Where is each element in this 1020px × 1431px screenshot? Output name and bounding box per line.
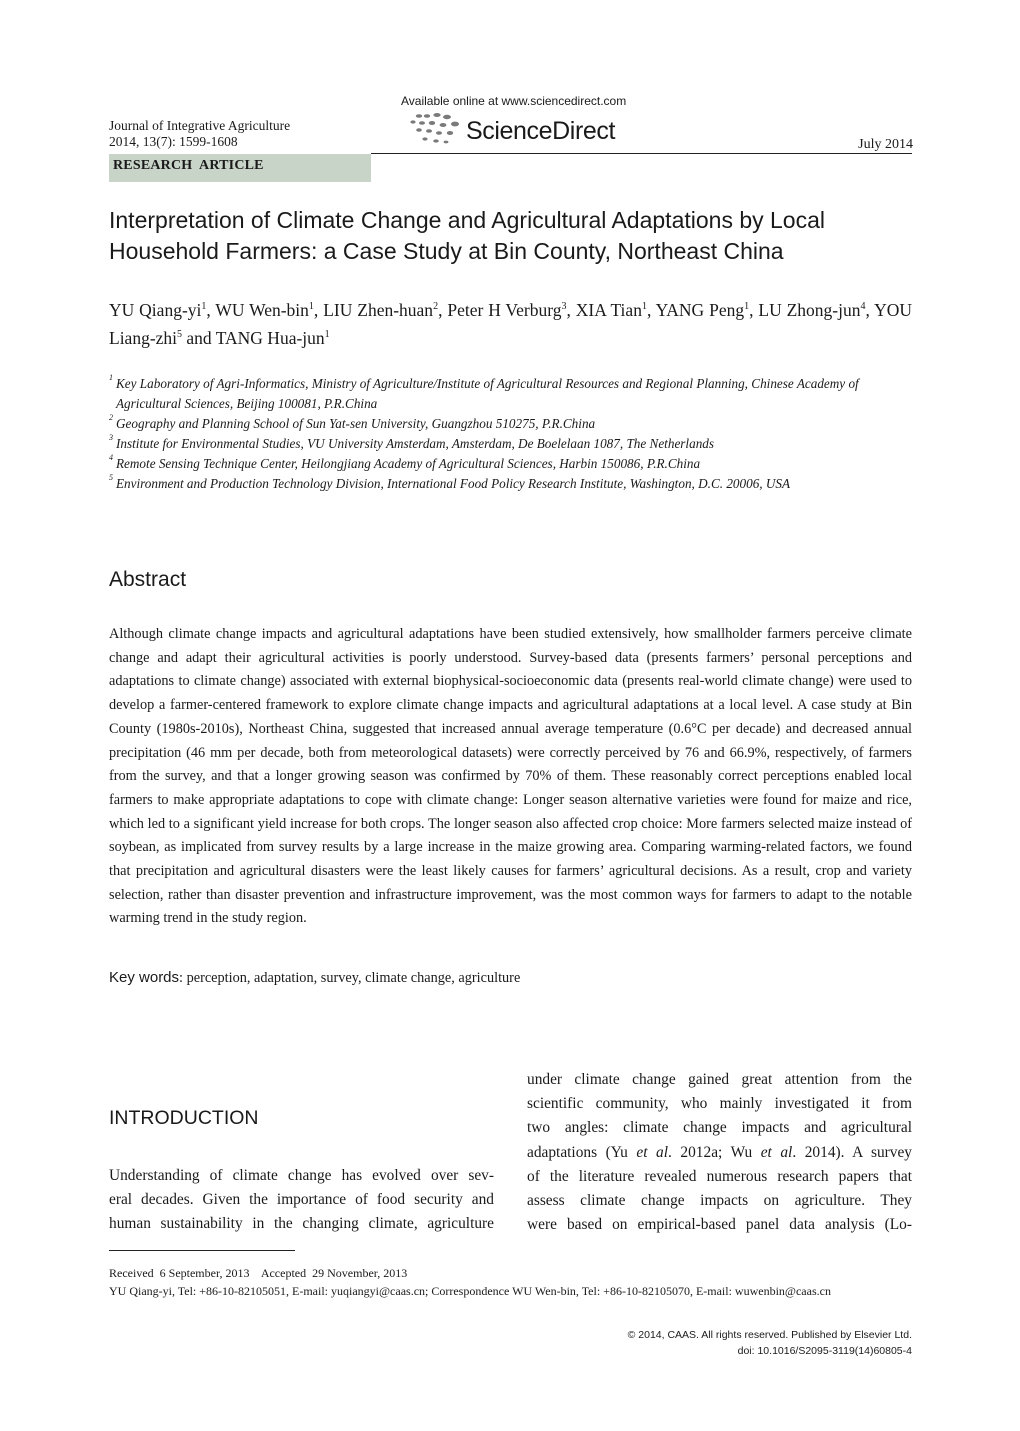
- sciencedirect-dots-icon: [410, 112, 465, 148]
- citation-text: adaptations (Yu: [527, 1143, 637, 1161]
- keywords-list: : perception, adaptation, survey, climate change, agriculture: [179, 970, 521, 986]
- affiliation-list: [109, 374, 915, 494]
- keywords: [109, 966, 520, 990]
- author-separator: ,: [313, 300, 324, 320]
- sciencedirect-wordmark: ScienceDirect: [466, 117, 616, 145]
- author-name: YOU Liang-zhi: [109, 300, 913, 348]
- keywords-label: Key words: [109, 969, 180, 986]
- author-affiliation-marker: 2: [433, 301, 439, 312]
- text-line-with-citations: [527, 1141, 912, 1165]
- affiliation-number: 4: [109, 453, 113, 462]
- affiliation-text: Environment and Production Technology Division, International Food Policy Research Institute, Washington, D.C. 20006, USA: [116, 476, 791, 491]
- affiliation-number: 1: [109, 373, 113, 382]
- footnote-rule: [109, 1250, 295, 1251]
- citation-etal: et al: [636, 1143, 669, 1161]
- author-affiliation-marker: 1: [641, 301, 647, 312]
- citation-text: . 2014). A survey: [792, 1143, 913, 1161]
- paper-title: [109, 205, 915, 267]
- introduction-right-column: [527, 1068, 912, 1237]
- author-separator: ,: [438, 300, 448, 320]
- received-accepted-dates: Received 6 September, 2013 Accepted 29 November, 2013: [109, 1266, 408, 1280]
- text-line: Understanding of climate change has evolved over sev-: [109, 1167, 494, 1184]
- article-type-banner: RESEARCH ARTICLE: [109, 154, 371, 182]
- author-affiliation-marker: 4: [860, 301, 866, 312]
- affiliation-item: [109, 454, 915, 474]
- author-list: [109, 296, 912, 352]
- author-affiliation-marker: 1: [744, 301, 750, 312]
- affiliation-number: 2: [109, 413, 113, 422]
- affiliation-number: 5: [109, 473, 113, 482]
- author-separator: ,: [206, 300, 216, 320]
- text-line: were based on empirical-based panel data analysis (Lo-: [527, 1216, 912, 1234]
- author-affiliation-marker: 1: [324, 329, 330, 340]
- header-rule: [371, 153, 912, 154]
- available-online-link[interactable]: Available online at www.sciencedirect.com: [401, 94, 627, 108]
- doi-link[interactable]: doi: 10.1016/S2095-3119(14)60805-4: [737, 1345, 912, 1357]
- affiliation-item: [109, 414, 915, 434]
- text-line: of the literature revealed numerous research papers that: [527, 1167, 912, 1185]
- title-line: Household Farmers: a Case Study at Bin County, Northeast China: [109, 238, 784, 264]
- author-affiliation-marker: 1: [308, 301, 314, 312]
- affiliation-text: Geography and Planning School of Sun Yat-sen University, Guangzhou 510275, P.R.China: [116, 416, 596, 431]
- author-name: YU Qiang-yi: [109, 300, 202, 320]
- author-name: WU Wen-bin: [215, 300, 309, 320]
- affiliation-item: [109, 474, 915, 494]
- author-separator: ,: [646, 300, 656, 320]
- citation-etal: et al: [760, 1143, 793, 1161]
- text-line: assess climate change impacts on agriculture. They: [527, 1191, 912, 1209]
- author-name: Peter H Verburg: [447, 300, 562, 320]
- affiliation-item: [109, 374, 915, 414]
- author-affiliation-marker: 1: [201, 301, 207, 312]
- journal-name: Journal of Integrative Agriculture: [109, 118, 291, 133]
- text-line: under climate change gained great attention from the: [527, 1071, 912, 1088]
- author-name: LIU Zhen-huan: [323, 300, 434, 320]
- author-separator: ,: [865, 300, 875, 320]
- introduction-left-column: [109, 1164, 494, 1237]
- abstract-body: Although climate change impacts and agricultural adaptations have been studied extensively, how smallholder farmers perceive climate change and adapt their agricultural activities is poorly understood. Survey-based data (presents farmers’ personal perceptions and adaptations to climate change) associated with external biophysical-socioeconomic data (presents real-world climate change) were used to develop a farmer-centered framework to explore climate change impacts and agricultural adaptations at a local level. A case study at Bin County (1980s-2010s), Northeast China, suggested that increased annual average temperature (0.6°C per decade) and decreased annual precipitation (46 mm per decade, both from meteorological datasets) were correctly perceived by 76 and 66.9%, respectively, of farmers from the survey, and that a longer growing season was confirmed by 70% of them. These reasonably correct perceptions enabled local farmers to make appropriate adaptations to cope with climate change: Longer season alternative varieties were found for maize and rice, which led to a significant yield increase for both crops. The longer season also affected crop choice: More farmers selected maize instead of soybean, as implicated from survey results by a large increase in the maize growing area. Comparing warming-related factors, we found that precipitation and agricultural disasters were the least likely causes for farmers’ agricultural decisions. As a result, crop and variety selection, rather than disaster prevention and infrastructure improvement, was the most common ways for farmers to adapt to the notable warming trend in the study region.: [109, 626, 912, 927]
- author-name: LU Zhong-jun: [758, 300, 861, 320]
- author-affiliation-marker: 3: [561, 301, 567, 312]
- introduction-heading: INTRODUCTION: [109, 1107, 259, 1129]
- author-name: TANG Hua-jun: [215, 328, 325, 348]
- publication-date: July 2014: [858, 137, 913, 152]
- sciencedirect-logo: [410, 112, 640, 148]
- affiliation-text: Key Laboratory of Agri-Informatics, Ministry of Agriculture/Institute of Agricultural Resources and Regional Planning, Chinese Academy of Agricultural Sciences, Beijing 100081, P.R.China: [116, 376, 859, 411]
- title-line: Interpretation of Climate Change and Agricultural Adaptations by Local: [109, 207, 825, 233]
- copyright-notice: © 2014, CAAS. All rights reserved. Published by Elsevier Ltd.: [627, 1329, 912, 1341]
- citation-text: . 2012a; Wu: [668, 1143, 761, 1161]
- correspondence-info: YU Qiang-yi, Tel: +86-10-82105051, E-mail: yuqiangyi@caas.cn; Correspondence WU Wen-bin, Tel: +86-10-82105070, E-mail: wuwenbin@caas.cn: [109, 1284, 831, 1298]
- text-line: scientific community, who mainly investigated it from: [527, 1095, 912, 1113]
- text-line: two angles: climate change impacts and agricultural: [527, 1119, 912, 1137]
- affiliation-number: 3: [109, 433, 113, 442]
- text-line: human sustainability in the changing climate, agriculture: [109, 1215, 494, 1233]
- affiliation-text: Remote Sensing Technique Center, Heilongjiang Academy of Agricultural Sciences, Harbin 150086, P.R.China: [116, 456, 701, 471]
- abstract-heading: Abstract: [109, 568, 187, 591]
- author-separator: ,: [566, 300, 576, 320]
- text-line: eral decades. Given the importance of food security and: [109, 1191, 494, 1209]
- author-name: XIA Tian: [575, 300, 642, 320]
- affiliation-text: Institute for Environmental Studies, VU University Amsterdam, Amsterdam, De Boelelaan 1087, The Netherlands: [116, 436, 715, 451]
- author-separator: and: [182, 328, 216, 348]
- affiliation-item: [109, 434, 915, 454]
- author-name: YANG Peng: [655, 300, 745, 320]
- author-affiliation-marker: 5: [177, 329, 183, 340]
- author-separator: ,: [749, 300, 759, 320]
- journal-volume: 2014, 13(7): 1599-1608: [109, 134, 238, 149]
